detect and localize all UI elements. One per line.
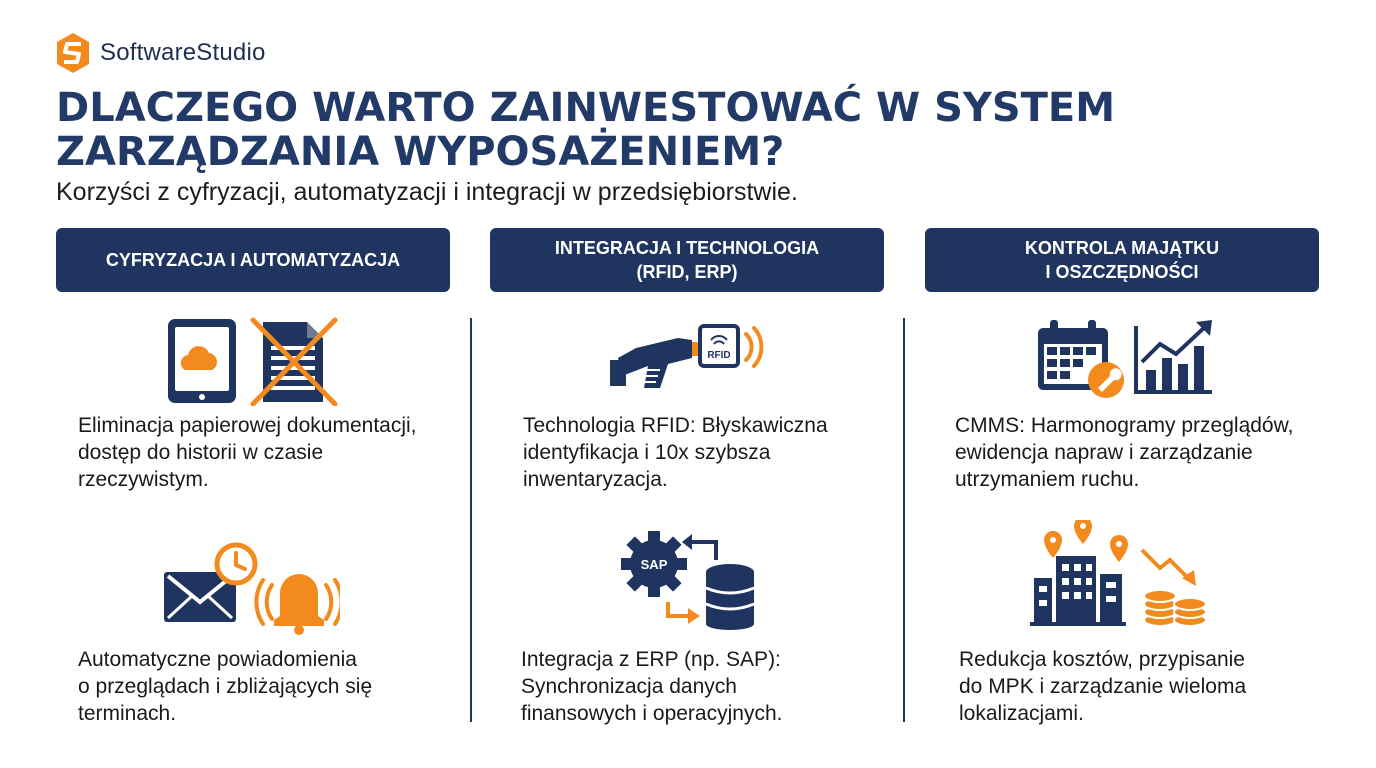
column-header-digitization: CYFRYZACJA I AUTOMATYZACJA <box>56 228 450 292</box>
benefit-cmms: CMMS: Harmonogramy przeglądów, ewidencja napraw i zarządzanie utrzymaniem ruchu. <box>955 414 1294 491</box>
column-divider <box>470 318 472 722</box>
buildings-pins-coins-icon <box>1030 520 1210 630</box>
benefit-paperless: Eliminacja papierowej dokumentacji, dostęp do historii w czasie rzeczywistym. <box>78 414 417 491</box>
sap-label: SAP <box>640 557 668 572</box>
page-title: DLACZEGO WARTO ZAINWESTOWAĆ W SYSTEM ZARZĄDZANIA WYPOSAŻENIEM? <box>56 85 1116 175</box>
rfid-scanner-icon <box>608 318 768 393</box>
hexagon-logo-icon <box>56 32 90 74</box>
sap-gear-database-icon <box>620 530 760 630</box>
brand-name: SoftwareStudio <box>100 39 266 66</box>
envelope-clock-bell-icon <box>160 540 340 635</box>
brand-logo <box>56 32 266 74</box>
benefit-rfid: Technologia RFID: Błyskawiczna identyfikacja i 10x szybsza inwentaryzacja. <box>523 414 828 491</box>
calendar-wrench-chart-icon <box>1036 318 1216 400</box>
column-header-asset-control: KONTROLA MAJĄTKU I OSZCZĘDNOŚCI <box>925 228 1319 292</box>
tablet-cloud-crossed-document-icon <box>165 316 340 406</box>
column-header-integration: INTEGRACJA I TECHNOLOGIA (RFID, ERP) <box>490 228 884 292</box>
rfid-tag-label: RFID <box>707 350 731 361</box>
benefit-cost-reduction: Redukcja kosztów, przypisanie do MPK i zarządzanie wieloma lokalizacjami. <box>959 648 1247 725</box>
column-divider <box>903 318 905 722</box>
benefit-erp-integration: Integracja z ERP (np. SAP): Synchronizacja danych finansowych i operacyjnych. <box>521 648 783 725</box>
benefit-notifications: Automatyczne powiadomienia o przeglądach i zbliżających się terminach. <box>78 648 373 725</box>
page-subtitle: Korzyści z cyfryzacji, automatyzacji i integracji w przedsiębiorstwie. <box>56 178 798 206</box>
